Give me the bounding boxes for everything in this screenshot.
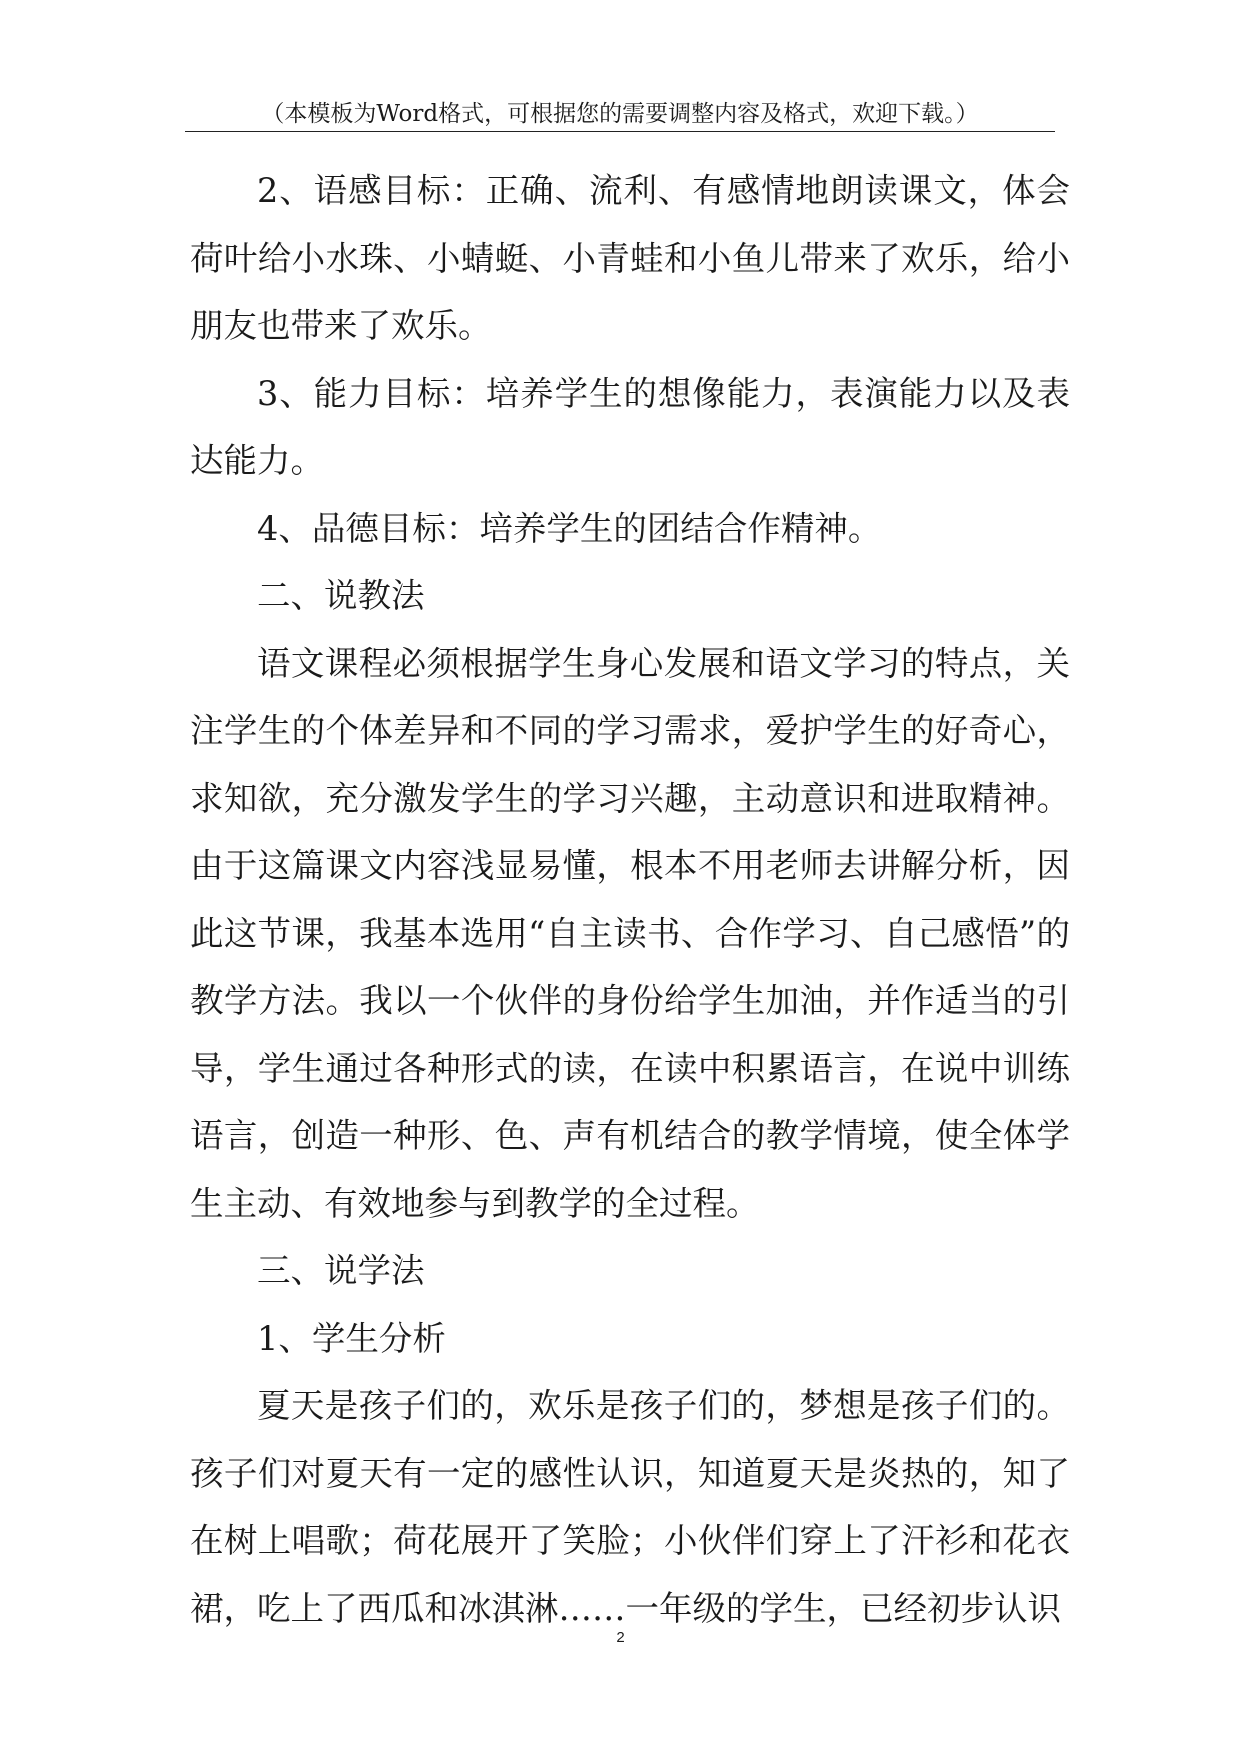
template-note-header: （本模板为Word格式，可根据您的需要调整内容及格式，欢迎下载。） [261, 101, 979, 127]
heading-teaching-method: 二、说教法 [257, 576, 425, 615]
document-body [190, 157, 1070, 1642]
subheading-student-analysis: 1、学生分析 [257, 1318, 446, 1358]
paragraph-language-sense-goal: 2、语感目标：正确、流利、有感情地朗读课文，体会荷叶给小水珠、小蜻蜓、小青蛙和小鱼儿带来了欢乐，给小朋友也带来了欢乐。 [190, 171, 1070, 345]
header-divider [185, 131, 1055, 132]
paragraph-student-analysis: 夏天是孩子们的，欢乐是孩子们的，梦想是孩子们的。孩子们对夏天有一定的感性认识，知道夏天是炎热的，知了在树上唱歌；荷花展开了笑脸；小伙伴们穿上了汗衫和花衣裙，吃上了西瓜和冰淇淋……一年级的学生，已经初步认识 [190, 1386, 1070, 1628]
paragraph-ability-goal: 3、能力目标：培养学生的想像能力，表演能力以及表达能力。 [190, 373, 1070, 480]
paragraph-moral-goal: 4、品德目标：培养学生的团结合作精神。 [257, 508, 882, 548]
page-number: 2 [616, 1629, 625, 1646]
heading-learning-method: 三、说学法 [257, 1251, 425, 1290]
paragraph-teaching-method: 语文课程必须根据学生身心发展和语文学习的特点，关注学生的个体差异和不同的学习需求，爱护学生的好奇心，求知欲，充分激发学生的学习兴趣，主动意识和进取精神。由于这篇课文内容浅显易懂，根本不用老师去讲解分析，因此这节课，我基本选用“自主读书、合作学习、自己感悟”的教学方法。我以一个伙伴的身份给学生加油，并作适当的引导，学生通过各种形式的读，在读中积累语言，在说中训练语言，创造一种形、色、声有机结合的教学情境，使全体学生主动、有效地参与到教学的全过程。 [190, 643, 1070, 1223]
